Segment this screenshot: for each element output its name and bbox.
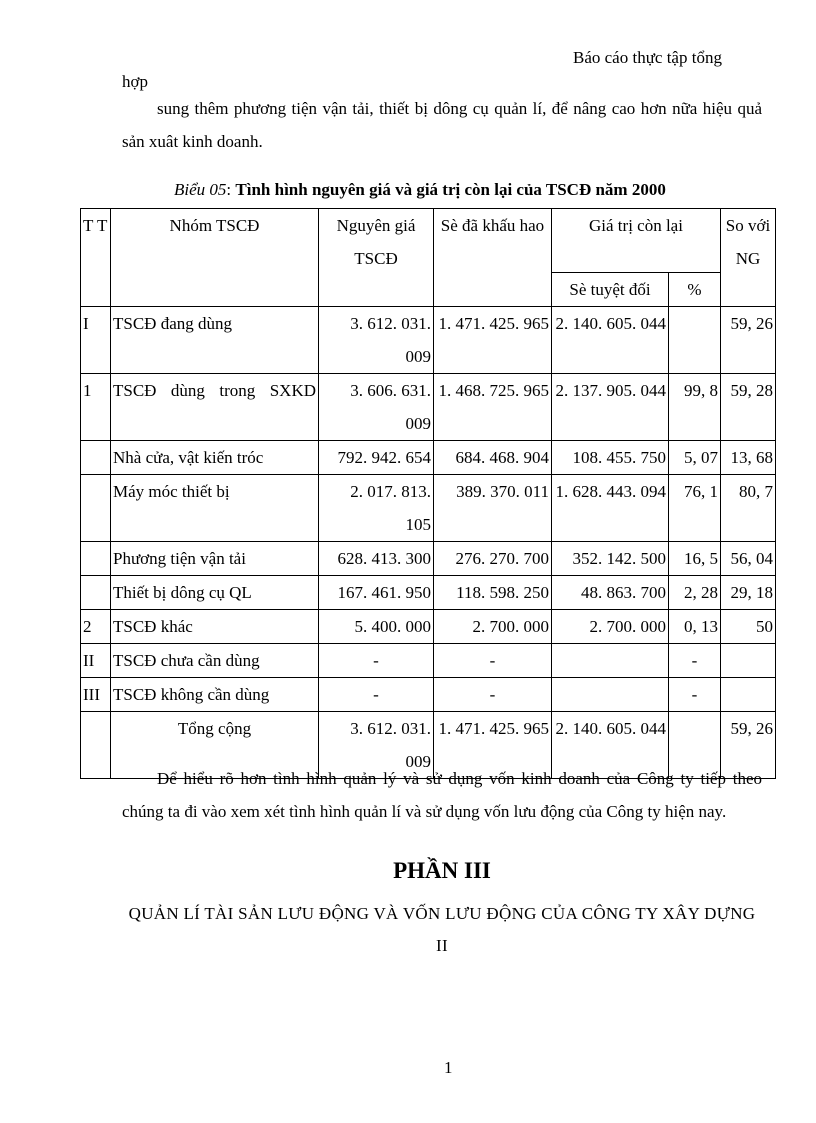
header-group: Nhóm TSCĐ: [111, 209, 319, 307]
cell-cmp: 13, 68: [721, 441, 776, 475]
cell-cost: 5. 400. 000: [319, 610, 434, 644]
cell-tt: 1: [81, 374, 111, 441]
cell-tt: [81, 576, 111, 610]
header-absolute: Sè tuyệt đối: [552, 273, 669, 307]
cell-cmp: [721, 678, 776, 712]
cell-abs: [552, 644, 669, 678]
cell-pct: 16, 5: [669, 542, 721, 576]
cell-cmp: 59, 26: [721, 307, 776, 374]
cell-cost: -: [319, 644, 434, 678]
header-remaining-value: Giá trị còn lại: [552, 209, 721, 273]
cell-pct: 0, 13: [669, 610, 721, 644]
fixed-assets-table: [80, 208, 776, 779]
header-percent: %: [669, 273, 721, 307]
cell-cmp: 56, 04: [721, 542, 776, 576]
header-compare: So với NG: [721, 209, 776, 307]
caption-separator: :: [226, 180, 236, 199]
cell-name: Thiết bị dông cụ QL: [111, 576, 319, 610]
table-row: [81, 678, 776, 712]
cell-abs: 2. 140. 605. 044: [552, 712, 669, 779]
cell-cmp: 29, 18: [721, 576, 776, 610]
cell-name: Máy móc thiết bị: [111, 475, 319, 542]
header-depreciation: Sè đã khấu hao: [434, 209, 552, 307]
cell-tt: [81, 441, 111, 475]
cell-abs: 2. 700. 000: [552, 610, 669, 644]
cell-tt: [81, 712, 111, 779]
cell-name: TSCĐ không cần dùng: [111, 678, 319, 712]
cell-cmp: 50: [721, 610, 776, 644]
cell-abs: 352. 142. 500: [552, 542, 669, 576]
cell-cost: 3. 612. 031. 009: [319, 307, 434, 374]
cell-name: TSCĐ đang dùng: [111, 307, 319, 374]
cell-abs: [552, 678, 669, 712]
cell-dep: -: [434, 644, 552, 678]
cell-tt: 2: [81, 610, 111, 644]
cell-cost: -: [319, 678, 434, 712]
cell-pct: 5, 07: [669, 441, 721, 475]
cell-abs: 108. 455. 750: [552, 441, 669, 475]
cell-tt: [81, 542, 111, 576]
cell-abs: 48. 863. 700: [552, 576, 669, 610]
table-row: [81, 307, 776, 374]
cell-pct: 76, 1: [669, 475, 721, 542]
table-row: [81, 610, 776, 644]
table-row: [81, 475, 776, 542]
cell-dep: 1. 471. 425. 965: [434, 307, 552, 374]
cell-dep: 684. 468. 904: [434, 441, 552, 475]
page-header-wrap: hợp: [122, 72, 148, 91]
table-caption: [174, 180, 666, 200]
intro-paragraph: sung thêm phương tiện vận tải, thiết bị dông cụ quản lí, để nâng cao hơn nữa hiệu quả sản xuât kinh doanh.: [122, 99, 762, 151]
cell-dep: 1. 471. 425. 965: [434, 712, 552, 779]
page-number: 1: [444, 1058, 453, 1077]
cell-name: TSCĐ chưa cần dùng: [111, 644, 319, 678]
cell-abs: 2. 137. 905. 044: [552, 374, 669, 441]
caption-title: Tình hình nguyên giá và giá trị còn lại của TSCĐ năm 2000: [235, 180, 666, 199]
table-row: [81, 441, 776, 475]
cell-abs: 2. 140. 605. 044: [552, 307, 669, 374]
table-row: [81, 576, 776, 610]
cell-tt: [81, 475, 111, 542]
cell-name: Phương tiện vận tải: [111, 542, 319, 576]
cell-dep: 2. 700. 000: [434, 610, 552, 644]
cell-cmp: 80, 7: [721, 475, 776, 542]
cell-cmp: [721, 644, 776, 678]
cell-tt: II: [81, 644, 111, 678]
cell-dep: 118. 598. 250: [434, 576, 552, 610]
table-row: [81, 374, 776, 441]
cell-name: TSCĐ dùng trong SXKD: [111, 374, 319, 441]
table-row: [81, 542, 776, 576]
cell-cost: 628. 413. 300: [319, 542, 434, 576]
cell-cmp: 59, 28: [721, 374, 776, 441]
cell-dep: -: [434, 678, 552, 712]
caption-label: Biểu 05: [174, 180, 227, 199]
part-subtitle: QUẢN LÍ TÀI SẢN LƯU ĐỘNG VÀ VỐN LƯU ĐỘNG CỦA CÔNG TY XÂY DỰNG II: [128, 904, 756, 955]
cell-name: Tổng cộng: [111, 712, 319, 779]
cell-name: Nhà cửa, vật kiến tróc: [111, 441, 319, 475]
cell-cost: 2. 017. 813. 105: [319, 475, 434, 542]
table-row: [81, 644, 776, 678]
cell-cost: 792. 942. 654: [319, 441, 434, 475]
part-title: PHẦN III: [393, 858, 491, 883]
cell-cost: 167. 461. 950: [319, 576, 434, 610]
cell-dep: 276. 270. 700: [434, 542, 552, 576]
cell-pct: [669, 307, 721, 374]
cell-cmp: 59, 26: [721, 712, 776, 779]
cell-pct: -: [669, 644, 721, 678]
cell-abs: 1. 628. 443. 094: [552, 475, 669, 542]
cell-pct: -: [669, 678, 721, 712]
cell-cost: 3. 612. 031. 009: [319, 712, 434, 779]
cell-dep: 1. 468. 725. 965: [434, 374, 552, 441]
cell-tt: I: [81, 307, 111, 374]
header-original-cost: Nguyên giá TSCĐ: [319, 209, 434, 307]
cell-name: TSCĐ khác: [111, 610, 319, 644]
outro-paragraph: Để hiểu rõ hơn tình hình quản lý và sử dụng vốn kinh doanh của Công ty tiếp theo chúng ta đi vào xem xét tình hình quản lí và sử dụng vốn lưu động của Công ty hiện nay.: [122, 769, 762, 821]
cell-tt: III: [81, 678, 111, 712]
page-header: Báo cáo thực tập tổng: [573, 48, 722, 67]
cell-pct: 2, 28: [669, 576, 721, 610]
cell-cost: 3. 606. 631. 009: [319, 374, 434, 441]
header-tt: T T: [81, 209, 111, 307]
cell-pct: 99, 8: [669, 374, 721, 441]
cell-dep: 389. 370. 011: [434, 475, 552, 542]
